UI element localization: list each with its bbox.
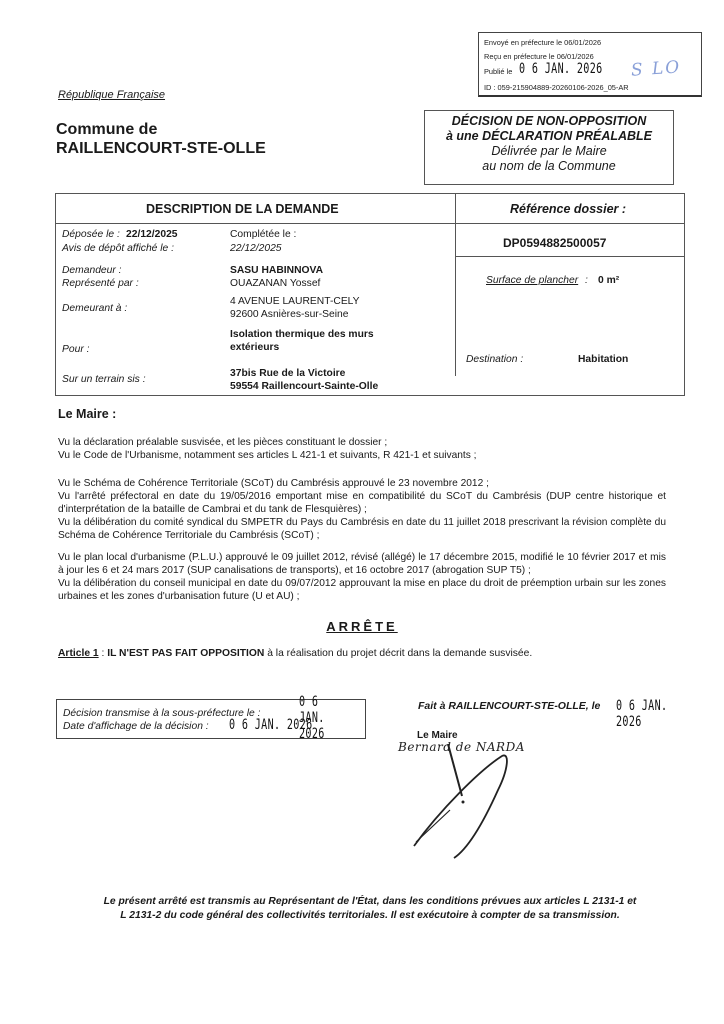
terrain-line1: 37bis Rue de la Victoire (230, 368, 346, 379)
article-sep: : (98, 648, 108, 659)
vu-paragraph: Vu le Schéma de Cohérence Territoriale (SCoT) du Cambrésis approuvé le 23 novembre 2012 ; (58, 478, 489, 489)
affichage-label: Date d'affichage de la décision : (63, 721, 209, 732)
avis-label: Avis de dépôt affiché le : (62, 243, 175, 254)
deposee-label: Déposée le : (62, 229, 120, 240)
fait-date: 0 6 JAN. 2026 (616, 698, 668, 730)
vu-block-2 (58, 477, 666, 542)
decision-line4: au nom de la Commune (482, 159, 616, 173)
destination-value: Habitation (578, 354, 629, 365)
reference-title: Référence dossier : (510, 202, 627, 216)
completee-label: Complétée le : (230, 229, 297, 240)
stamp-initials: S LO (630, 57, 682, 81)
article-rest: à la réalisation du projet décrit dans la demande susvisée. (264, 648, 533, 659)
demeurant-line2: 92600 Asnières-sur-Seine (230, 309, 349, 320)
vu-paragraph: Vu la déclaration préalable susvisée, et les pièces constituant le dossier ; (58, 437, 388, 448)
article-1 (58, 648, 532, 659)
fait-a: Fait à RAILLENCOURT-STE-OLLE, le (418, 700, 601, 712)
commune-title (56, 120, 266, 158)
demandeur-label: Demandeur : (62, 265, 122, 276)
vu-paragraph: Vu le plan local d'urbanisme (P.L.U.) approuvé le 09 juillet 2012, révisé (allégé) le 17 décembre 2015, modifié le 10 février 2017 et mis à jour les 6 et 24 mars 2017 (SUP canalisations de transports), et 16 octobre 2017 (abrogation SUP T5) ; (58, 552, 666, 576)
demande-title: DESCRIPTION DE LA DEMANDE (146, 202, 339, 216)
affichage-date: 0 6 JAN. 2026 (229, 717, 313, 733)
reference-divider (456, 256, 684, 257)
decision-line1: DÉCISION DE NON-OPPOSITION (451, 114, 647, 128)
footer-line2: L 2131-2 du code général des collectivités territoriales. Il est exécutoire à compter de sa transmission. (120, 910, 620, 921)
arrete-heading: ARRÊTE (326, 619, 398, 634)
vu-paragraph: Vu l'arrêté préfectoral en date du 19/05/2016 emportant mise en compatibilité du SCoT du Cambrésis (DUP centre historique et d'interprétation de la bataille de Cambrai et du tank de Flesquières) ; (58, 491, 666, 515)
demandeur-value: SASU HABINNOVA (230, 265, 324, 276)
stamp-publie-date: 0 6 JAN. 2026 (519, 61, 603, 77)
deposee-value: 22/12/2025 (126, 229, 178, 240)
signature-scribble (380, 730, 580, 880)
prefecture-stamp (478, 32, 702, 97)
column-divider (455, 194, 456, 376)
commune-line1: Commune de (56, 121, 158, 138)
header-divider (56, 223, 684, 224)
vu-paragraph: Vu le Code de l'Urbanisme, notamment ses articles L 421-1 et suivants, R 421-1 et suivants ; (58, 450, 477, 461)
surface-label: Surface de plancher (486, 275, 579, 286)
terrain-label: Sur un terrain sis : (62, 374, 146, 385)
vu-paragraph: Vu la délibération du comité syndical du SMPETR du Pays du Cambrésis en date du 11 juillet 2018 prescrivant la révision complète du Schéma de Cohérence Territoriale du Cambrésis (SCoT) ; (58, 517, 666, 541)
surface-value: 0 m² (598, 275, 620, 286)
surface-sep: : (585, 275, 588, 286)
vu-block-1 (58, 436, 666, 462)
reference-value: DP0594882500057 (503, 236, 607, 250)
article-label: Article 1 (58, 648, 99, 659)
le-maire-label: Le Maire (417, 730, 458, 741)
transmise-label: Décision transmise à la sous-préfecture le : (63, 708, 261, 719)
stamp-recu: Reçu en préfecture le 06/01/2026 (484, 52, 594, 61)
stamp-id: ID : 059-215904889-20260106-2026_05-AR (484, 83, 629, 92)
represente-value: OUAZANAN Yossef (230, 278, 321, 289)
pour-line1: Isolation thermique des murs (230, 329, 374, 340)
demeurant-label: Demeurant à : (62, 303, 128, 314)
commune-line2: RAILLENCOURT-STE-OLLE (56, 140, 266, 157)
destination-label: Destination : (466, 354, 524, 365)
footer-line1: Le présent arrêté est transmis au Représentant de l'État, dans les conditions prévues aux articles L 2131-1 et (103, 896, 637, 907)
represente-label: Représenté par : (62, 278, 139, 289)
vu-paragraph: Vu la délibération du conseil municipal en date du 09/07/2012 approuvant la mise en place du droit de préemption urbain sur les zones urbaines et les zones d'urbanisation future (U et AU) ; (58, 578, 666, 602)
decision-line3: Délivrée par le Maire (491, 144, 607, 158)
stamp-envoye: Envoyé en préfecture le 06/01/2026 (484, 38, 602, 47)
pour-label: Pour : (62, 344, 90, 355)
republique-francaise: République Française (58, 89, 166, 101)
decision-line2: à une DÉCLARATION PRÉALABLE (445, 129, 653, 143)
transmission-box (56, 694, 366, 742)
demande-table (55, 193, 685, 396)
article-bold: IL N'EST PAS FAIT OPPOSITION (107, 648, 265, 659)
decision-title-box (424, 110, 674, 185)
pour-line2: extérieurs (230, 342, 280, 353)
terrain-line2: 59554 Raillencourt-Sainte-Olle (230, 381, 379, 392)
stamp-publie-label: Publié le (484, 67, 513, 76)
signer-name: Bernard de NARDA (398, 740, 525, 754)
transmise-date: 0 6 JAN. 2026 (299, 694, 325, 742)
avis-value: 22/12/2025 (230, 243, 282, 254)
demeurant-line1: 4 AVENUE LAURENT-CELY (230, 296, 360, 307)
vu-block-3 (58, 551, 666, 603)
le-maire-heading: Le Maire : (58, 407, 117, 421)
footer-note (60, 895, 680, 923)
